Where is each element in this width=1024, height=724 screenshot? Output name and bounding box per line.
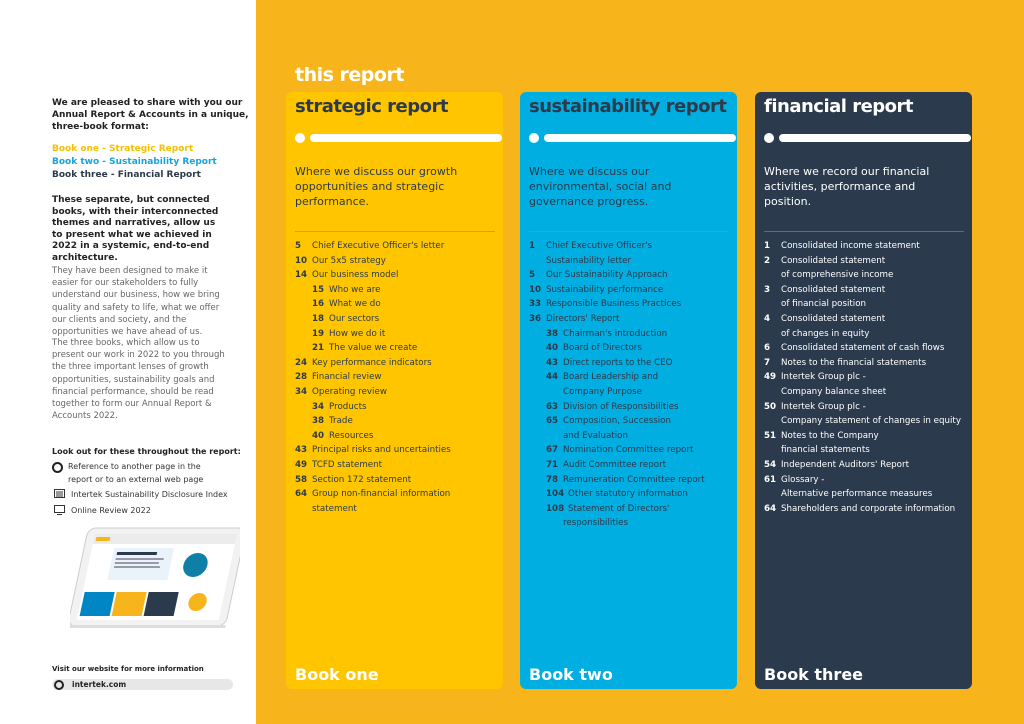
website-url[interactable]: intertek.com [72,680,127,689]
panel-description: Where we discuss our growth opportunities and strategic performance. [295,165,458,208]
contents-item[interactable] [529,502,734,517]
contents-item-label: responsibilities [563,518,628,529]
contents-item[interactable] [295,473,500,488]
contents-item[interactable] [295,458,500,473]
legend-reference-label: Reference to another page in the report or to an external web page [68,462,204,484]
page-number: 108 [546,503,565,514]
page-number: 2 [764,255,771,266]
page-number: 40 [312,430,325,441]
page-number: 14 [295,270,308,281]
book-one-label: Book one - Strategic Report [52,144,194,154]
panel-divider-pill [764,133,971,143]
contents-item-label: and Evaluation [563,430,628,441]
contents-item-label: TCFD statement [312,459,383,470]
contents-item[interactable] [529,400,734,415]
online-review-icon [52,505,66,520]
contents-item[interactable] [529,385,734,400]
panel-strategic [286,92,503,689]
page-number: 104 [546,489,565,500]
contents-item-label: of changes in equity [781,328,870,339]
page-number: 15 [312,284,325,295]
contents-item[interactable] [295,414,500,429]
contents-item-label: Company balance sheet [781,386,887,397]
panel-divider-pill [295,133,502,143]
contents-item[interactable] [529,356,734,371]
contents-item[interactable] [764,239,969,254]
contents-item-label: Board of Directors [563,343,642,354]
contents-list [295,239,500,516]
page-number: 7 [764,357,771,368]
contents-item-label: Sustainability letter [546,255,632,266]
contents-item-label: Our 5x5 strategy [312,255,386,266]
contents-item-label: Remuneration Committee report [563,474,705,485]
contents-item-label: Operating review [312,386,387,397]
contents-item-label: Responsible Business Practices [546,299,682,310]
contents-item[interactable] [764,487,969,502]
contents-item-label: Group non-financial information [312,489,451,500]
contents-item-label: Intertek Group plc - [781,372,866,383]
contents-item[interactable] [529,487,734,502]
contents-item[interactable] [529,239,734,254]
contents-item[interactable] [764,429,969,444]
lookout-title: Look out for these throughout the report: [52,447,241,456]
contents-item-label: Directors' Report [546,313,620,324]
page-number: 44 [546,372,559,383]
page-number: 50 [764,401,777,412]
contents-item-label: Chairman's introduction [563,328,668,339]
legend-online-review [52,505,151,520]
contents-item-label: Company Purpose [563,386,642,397]
page-number: 54 [764,459,777,470]
panel-rule [764,231,964,232]
page-number: 34 [312,401,325,412]
contents-item-label: Direct reports to the CEO [563,357,673,368]
intro-architecture-text: These separate, but connected books, with their interconnected themes and narratives, allow us to present what we achieved in 2022 in a systemic, end-to-end architecture. [52,195,219,263]
contents-list [764,239,969,516]
tablet-illustration [70,520,240,630]
page-number: 49 [764,372,777,383]
panel-footer: Book two [529,665,613,684]
page-number: 1 [764,241,771,251]
contents-item-label: Division of Responsibilities [563,401,679,412]
contents-item-label: of financial position [781,299,867,310]
contents-item[interactable] [764,458,969,473]
panel-footer: Book three [764,665,864,684]
page-number: 61 [764,474,777,485]
contents-item[interactable] [529,327,734,342]
contents-item[interactable] [295,312,500,327]
panel-title: financial report [764,96,914,117]
contents-item-label: Resources [329,430,374,441]
contents-item[interactable] [529,268,734,283]
panel-title: strategic report [295,96,448,117]
contents-item-label: Alternative performance measures [781,489,933,500]
page-number: 18 [312,313,325,324]
page-number: 33 [529,299,542,310]
contents-item[interactable] [764,327,969,342]
page-number: 1 [529,241,536,251]
contents-item[interactable] [764,268,969,283]
contents-item[interactable] [764,473,969,488]
contents-item-label: Key performance indicators [312,357,432,368]
page-number: 43 [295,445,308,456]
page-number: 5 [529,270,536,281]
page-number: 64 [764,503,777,514]
contents-item[interactable] [295,297,500,312]
contents-item-label: Notes to the Company [781,430,879,441]
contents-item-label: Consolidated statement [781,284,886,295]
contents-item[interactable] [295,356,500,371]
contents-item-label: Shareholders and corporate information [781,503,956,514]
contents-item[interactable] [295,327,500,342]
contents-item-label: Section 172 statement [312,474,412,485]
contents-item-label: Our business model [312,270,399,281]
contents-item-label: Principal risks and uncertainties [312,445,451,456]
contents-item-label: Intertek Group plc - [781,401,866,412]
book-two-label: Book two - Sustainability Report [52,157,217,167]
panel-rule [529,231,729,232]
page-number: 3 [764,284,771,295]
panel-financial [755,92,972,689]
page-number: 71 [546,459,559,470]
page-number: 36 [529,313,542,324]
panel-description: Where we discuss our environmental, social and governance progress. [529,165,672,208]
intro-paragraph-2: The three books, which allow us to present our work in 2022 to you through the three important lenses of growth opportunities, sustainability goals and financial performance, should be read together to form our Annual Report & Accounts 2022. [52,338,225,422]
page-number: 5 [295,241,302,251]
contents-item[interactable] [295,370,500,385]
page-number: 51 [764,430,777,441]
page-number: 19 [312,328,325,339]
page-number: 4 [764,313,771,324]
panel-description: Where we record our financial activities, performance and position. [764,165,930,208]
contents-item-label: The value we create [329,343,418,354]
contents-item-label: Our sectors [329,313,380,324]
page-number: 10 [295,255,308,266]
page-number: 6 [764,343,771,354]
page-number: 65 [546,416,559,427]
contents-item[interactable] [295,502,500,517]
contents-item[interactable] [529,414,734,429]
contents-item-label: financial statements [781,445,870,456]
contents-item[interactable] [764,370,969,385]
contents-item-label: How we do it [329,328,386,339]
contents-item-label: statement [312,503,357,514]
page-number: 34 [295,386,308,397]
page-number: 67 [546,445,559,456]
contents-item[interactable] [764,297,969,312]
page-number: 21 [312,343,325,354]
contents-item[interactable] [295,254,500,269]
contents-item[interactable] [529,443,734,458]
contents-item-label: Glossary - [781,474,825,485]
page-number: 58 [295,474,308,485]
disclosure-index-icon [52,489,66,503]
contents-item-label: Nomination Committee report [563,445,694,456]
intro-paragraph-1: They have been designed to make it easier for our stakeholders to fully understand our business, how we bring quality and safety to life, what we offer our clients and society, and the opportunities we have ahead of us. [52,266,220,338]
link-ring-icon [54,680,64,690]
contents-item-label: Board Leadership and [563,372,659,383]
page-number: 24 [295,357,308,368]
contents-item-label: Chief Executive Officer's [546,241,653,251]
contents-item-label: Audit Committee report [563,459,667,470]
reference-ring-icon [52,461,63,478]
contents-item[interactable] [764,312,969,327]
intro-column [0,0,256,724]
book-list [52,143,217,182]
contents-item[interactable] [529,429,734,444]
contents-item[interactable] [295,443,500,458]
page-number: 49 [295,459,308,470]
contents-item-label: Notes to the financial statements [781,357,927,368]
contents-item-label: Consolidated statement [781,313,886,324]
contents-item[interactable] [764,254,969,269]
contents-item[interactable] [295,283,500,298]
contents-item[interactable] [764,283,969,298]
contents-item-label: Trade [329,416,353,427]
contents-item[interactable] [295,268,500,283]
contents-item[interactable] [295,400,500,415]
contents-item-label: Consolidated income statement [781,241,920,251]
contents-item[interactable] [295,429,500,444]
contents-item-label: Consolidated statement of cash flows [781,343,945,354]
panel-title: sustainability report [529,96,727,117]
contents-item[interactable] [764,356,969,371]
page-number: 64 [295,489,308,500]
panel-footer: Book one [295,665,379,684]
contents-item-label: Sustainability performance [546,284,664,295]
this-report-heading: this report [295,64,404,86]
contents-item-label: Financial review [312,372,382,383]
contents-item-label: of comprehensive income [781,270,894,281]
contents-item[interactable] [529,312,734,327]
contents-item-label: Other statutory information [568,489,688,500]
page-number: 40 [546,343,559,354]
contents-item[interactable] [529,341,734,356]
contents-item[interactable] [529,297,734,312]
intro-heading: We are pleased to share with you our Annual Report & Accounts in a unique, three-book format: [52,98,249,132]
page-number: 38 [546,328,559,339]
contents-item-label: Products [329,401,367,412]
contents-item-label: Composition, Succession [563,416,671,427]
page-number: 63 [546,401,559,412]
legend-reference [52,461,222,486]
panel-rule [295,231,495,232]
legend-online-review-label: Online Review 2022 [71,506,151,515]
panel-sustainability [520,92,737,689]
contents-list [529,239,734,531]
visit-website-label: Visit our website for more information [52,665,204,673]
contents-item[interactable] [295,385,500,400]
contents-item[interactable] [764,502,969,517]
contents-item-label: Independent Auditors' Report [781,459,909,470]
contents-item-label: Statement of Directors' [568,503,670,514]
legend-disclosure-label: Intertek Sustainability Disclosure Index [71,490,228,499]
page-number: 78 [546,474,559,485]
contents-item[interactable] [764,341,969,356]
contents-item-label: Consolidated statement [781,255,886,266]
contents-item[interactable] [764,414,969,429]
panel-divider-pill [529,133,736,143]
legend-disclosure [52,489,228,503]
contents-item[interactable] [529,370,734,385]
website-link[interactable] [52,679,233,690]
contents-item-label: What we do [329,299,381,310]
contents-item[interactable] [295,341,500,356]
contents-item[interactable] [764,443,969,458]
contents-item[interactable] [529,458,734,473]
contents-item-label: Chief Executive Officer's letter [312,241,445,251]
page-number: 28 [295,372,308,383]
contents-item[interactable] [529,254,734,269]
contents-item[interactable] [764,400,969,415]
contents-item[interactable] [529,516,734,531]
contents-item[interactable] [529,283,734,298]
contents-item-label: Our Sustainability Approach [546,270,668,281]
page-number: 10 [529,284,542,295]
contents-item[interactable] [295,239,500,254]
contents-item-label: Who we are [329,284,381,295]
page-number: 38 [312,416,325,427]
contents-item-label: Company statement of changes in equity [781,416,961,427]
contents-item[interactable] [764,385,969,400]
contents-item[interactable] [529,473,734,488]
book-three-label: Book three - Financial Report [52,170,201,180]
page-number: 16 [312,299,325,310]
page-number: 43 [546,357,559,368]
contents-item[interactable] [295,487,500,502]
